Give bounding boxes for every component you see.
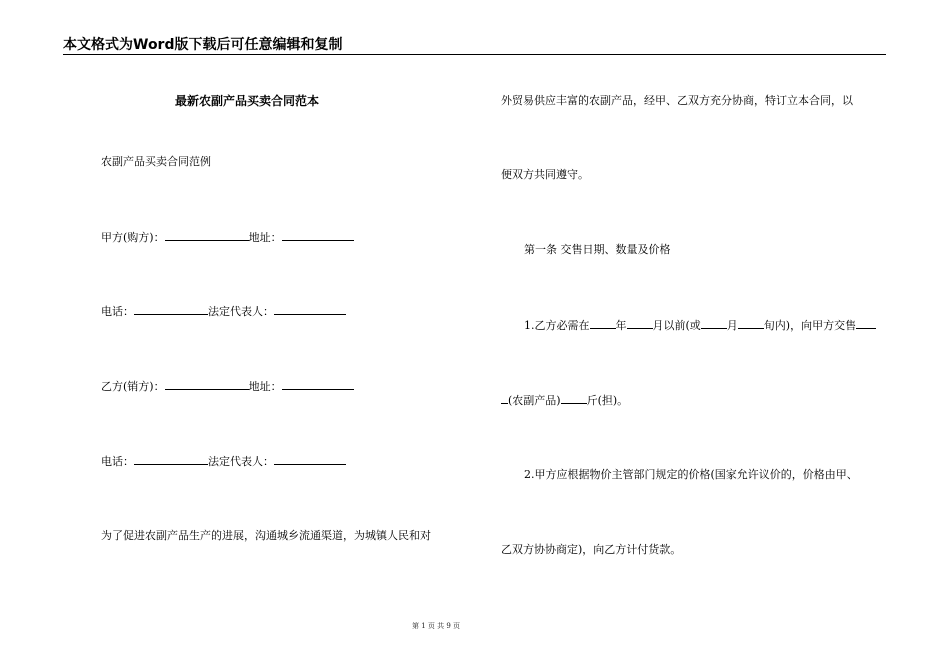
document-banner: 本文格式为Word版下载后可任意编辑和复制 <box>63 37 343 53</box>
product-blank[interactable] <box>501 392 508 404</box>
party-a-line <box>101 229 354 245</box>
party-b-phone-line <box>101 453 346 469</box>
party-a-address-label: 地址： <box>248 231 282 244</box>
party-b-name-blank[interactable] <box>165 378 249 390</box>
party-a-phone-line <box>101 303 346 319</box>
month-blank[interactable] <box>627 317 653 329</box>
party-a-legal-rep-blank[interactable] <box>274 303 346 315</box>
party-a-name-blank[interactable] <box>165 229 249 241</box>
preamble-text: 为了促进农副产品生产的进展，沟通城乡流通渠道，为城镇人民和对 <box>101 529 431 542</box>
month-label: 月以前(或 <box>652 319 701 332</box>
party-b-legal-rep-blank[interactable] <box>274 453 346 465</box>
period-label: 旬内)，向甲方交售 <box>763 319 857 332</box>
year-label: 年 <box>615 319 627 332</box>
quantity-blank[interactable] <box>856 317 876 329</box>
party-b-line <box>101 378 354 394</box>
party-b-address-blank[interactable] <box>282 378 354 390</box>
party-a-phone-blank[interactable] <box>134 303 208 315</box>
alt-month-blank[interactable] <box>701 317 727 329</box>
party-b-address-label: 地址： <box>248 380 282 393</box>
legal-rep-label: 法定代表人： <box>208 455 274 468</box>
year-blank[interactable] <box>590 317 616 329</box>
legal-rep-label: 法定代表人： <box>208 305 274 318</box>
page-number: 第 1 页 共 9 页 <box>412 622 461 630</box>
clause-1-line <box>524 317 876 333</box>
amount-blank[interactable] <box>561 392 587 404</box>
party-a-address-blank[interactable] <box>282 229 354 241</box>
party-b-phone-blank[interactable] <box>134 453 208 465</box>
alt-month-label: 月 <box>726 319 738 332</box>
preamble-end: 便双方共同遵守。 <box>501 168 589 181</box>
preamble-continuation: 外贸易供应丰富的农副产品，经甲、乙双方充分协商，特订立本合同，以 <box>501 94 853 107</box>
product-label: (农副产品) <box>508 394 561 407</box>
party-a-label: 甲方(购方)： <box>101 231 165 244</box>
clause-2-line: 2.甲方应根据物价主管部门规定的价格(国家允许议价的，价格由甲、 <box>524 468 858 481</box>
phone-label: 电话： <box>101 455 134 468</box>
header-divider <box>63 54 886 55</box>
clause-1-text: 1.乙方必需在 <box>524 319 590 332</box>
period-blank[interactable] <box>738 317 764 329</box>
clause-1-continuation <box>501 392 628 408</box>
party-b-label: 乙方(销方)： <box>101 380 165 393</box>
phone-label: 电话： <box>101 305 134 318</box>
article-1-heading: 第一条 交售日期、数量及价格 <box>524 243 671 256</box>
clause-2-continuation: 乙双方协协商定)，向乙方计付货款。 <box>501 543 682 556</box>
page-title: 最新农副产品买卖合同范本 <box>175 94 320 108</box>
unit-label: 斤(担)。 <box>586 394 629 407</box>
contract-subtitle: 农副产品买卖合同范例 <box>101 155 211 168</box>
